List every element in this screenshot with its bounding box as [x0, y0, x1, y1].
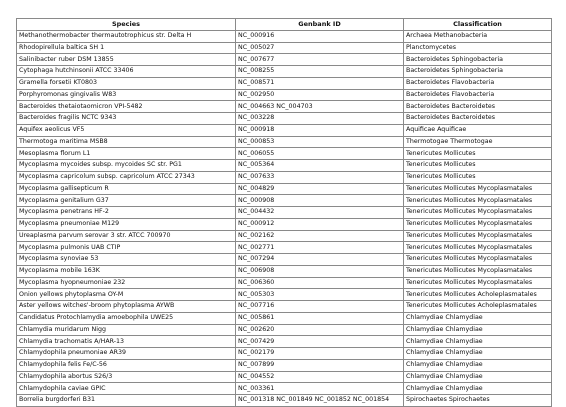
table-row: [17, 277, 552, 289]
classification-cell: Bacteroidetes Sphingobacteria: [404, 54, 552, 66]
species-cell: Mycoplasma pneumoniae M129: [17, 218, 236, 230]
species-cell: Thermotoga maritima MSB8: [17, 136, 236, 148]
classification-cell: Chlamydiae Chlamydiae: [404, 348, 552, 360]
classification-cell: Chlamydiae Chlamydiae: [404, 336, 552, 348]
genbank-id-cell: NC_008255: [236, 66, 404, 78]
table-row: [17, 230, 552, 242]
genbank-id-cell: NC_005861: [236, 312, 404, 324]
column-header-genbank-id: Genbank ID: [236, 19, 404, 31]
species-cell: Mycoplasma mobile 163K: [17, 265, 236, 277]
species-cell: Bacteroides fragilis NCTC 9343: [17, 113, 236, 125]
genbank-id-cell: NC_002179: [236, 348, 404, 360]
species-table: [16, 18, 552, 407]
classification-cell: Tenericutes Mollicutes Mycoplasmatales: [404, 265, 552, 277]
table-row: [17, 89, 552, 101]
classification-cell: Tenericutes Mollicutes Acholeplasmatales: [404, 301, 552, 313]
genbank-id-cell: NC_006908: [236, 265, 404, 277]
classification-cell: Thermotogae Thermotogae: [404, 136, 552, 148]
column-header-species: Species: [17, 19, 236, 31]
species-cell: Bacteroides thetaiotaomicron VPI-5482: [17, 101, 236, 113]
species-cell: Chlamydophila felis Fe/C-56: [17, 359, 236, 371]
column-header-classification: Classification: [404, 19, 552, 31]
classification-cell: Bacteroidetes Flavobacteria: [404, 89, 552, 101]
species-cell: Chlamydophila pneumoniae AR39: [17, 348, 236, 360]
table-row: [17, 136, 552, 148]
species-cell: Mycoplasma mycoides subsp. mycoides SC str. PG1: [17, 160, 236, 172]
species-cell: Onion yellows phytoplasma OY-M: [17, 289, 236, 301]
species-cell: Candidatus Protochlamydia amoebophila UWE25: [17, 312, 236, 324]
genbank-id-cell: NC_004829: [236, 183, 404, 195]
classification-cell: Tenericutes Mollicutes Mycoplasmatales: [404, 254, 552, 266]
classification-cell: Bacteroidetes Bacteroidetes: [404, 101, 552, 113]
classification-cell: Bacteroidetes Bacteroidetes: [404, 113, 552, 125]
species-cell: Mycoplasma capricolum subsp. capricolum ATCC 27343: [17, 171, 236, 183]
table-body: [17, 30, 552, 406]
genbank-id-cell: NC_005027: [236, 42, 404, 54]
table-row: [17, 289, 552, 301]
classification-cell: Tenericutes Mollicutes Mycoplasmatales: [404, 195, 552, 207]
classification-cell: Tenericutes Mollicutes: [404, 171, 552, 183]
species-cell: Methanothermobacter thermautotrophicus str. Delta H: [17, 30, 236, 42]
classification-cell: Tenericutes Mollicutes Mycoplasmatales: [404, 242, 552, 254]
classification-cell: Chlamydiae Chlamydiae: [404, 371, 552, 383]
species-cell: Rhodopirellula baltica SH 1: [17, 42, 236, 54]
species-cell: Chlamydia trachomatis A/HAR-13: [17, 336, 236, 348]
species-cell: Aster yellows witches'-broom phytoplasma AYWB: [17, 301, 236, 313]
genbank-id-cell: NC_002771: [236, 242, 404, 254]
genbank-id-cell: NC_004552: [236, 371, 404, 383]
genbank-id-cell: NC_008571: [236, 77, 404, 89]
classification-cell: Tenericutes Mollicutes: [404, 160, 552, 172]
table-row: [17, 160, 552, 172]
species-cell: Mycoplasma pulmonis UAB CTIP: [17, 242, 236, 254]
genbank-id-cell: NC_000912: [236, 218, 404, 230]
table-row: [17, 30, 552, 42]
genbank-id-cell: NC_000916: [236, 30, 404, 42]
table-row: [17, 395, 552, 407]
genbank-id-cell: NC_006055: [236, 148, 404, 160]
classification-cell: Aquificae Aquificae: [404, 124, 552, 136]
table-row: [17, 242, 552, 254]
species-cell: Salinibacter ruber DSM 13855: [17, 54, 236, 66]
table-row: [17, 359, 552, 371]
classification-cell: Chlamydiae Chlamydiae: [404, 359, 552, 371]
genbank-id-cell: NC_002620: [236, 324, 404, 336]
genbank-id-cell: NC_000853: [236, 136, 404, 148]
classification-cell: Bacteroidetes Flavobacteria: [404, 77, 552, 89]
classification-cell: Tenericutes Mollicutes Mycoplasmatales: [404, 277, 552, 289]
table-row: [17, 383, 552, 395]
table-row: [17, 124, 552, 136]
genbank-id-cell: NC_007429: [236, 336, 404, 348]
genbank-id-cell: NC_007677: [236, 54, 404, 66]
table-row: [17, 66, 552, 78]
species-cell: Borrelia burgdorferi B31: [17, 395, 236, 407]
genbank-id-cell: NC_007716: [236, 301, 404, 313]
table-row: [17, 195, 552, 207]
classification-cell: Chlamydiae Chlamydiae: [404, 383, 552, 395]
table-row: [17, 301, 552, 313]
genbank-id-cell: NC_005303: [236, 289, 404, 301]
classification-cell: Bacteroidetes Sphingobacteria: [404, 66, 552, 78]
table-row: [17, 207, 552, 219]
species-table-container: [16, 18, 552, 407]
table-row: [17, 254, 552, 266]
table-row: [17, 183, 552, 195]
genbank-id-cell: NC_004432: [236, 207, 404, 219]
classification-cell: Tenericutes Mollicutes Mycoplasmatales: [404, 183, 552, 195]
classification-cell: Archaea Methanobacteria: [404, 30, 552, 42]
table-row: [17, 148, 552, 160]
genbank-id-cell: NC_002950: [236, 89, 404, 101]
table-row: [17, 171, 552, 183]
classification-cell: Tenericutes Mollicutes Mycoplasmatales: [404, 218, 552, 230]
genbank-id-cell: NC_002162: [236, 230, 404, 242]
table-row: [17, 218, 552, 230]
species-cell: Mycoplasma penetrans HF-2: [17, 207, 236, 219]
classification-cell: Tenericutes Mollicutes Acholeplasmatales: [404, 289, 552, 301]
genbank-id-cell: NC_003228: [236, 113, 404, 125]
genbank-id-cell: NC_006360: [236, 277, 404, 289]
classification-cell: Tenericutes Mollicutes: [404, 148, 552, 160]
table-row: [17, 101, 552, 113]
classification-cell: Chlamydiae Chlamydiae: [404, 312, 552, 324]
table-header: [17, 19, 552, 31]
table-row: [17, 42, 552, 54]
species-cell: Mycoplasma gallisepticum R: [17, 183, 236, 195]
header-row: [17, 19, 552, 31]
species-cell: Porphyromonas gingivalis W83: [17, 89, 236, 101]
classification-cell: Planctomycetes: [404, 42, 552, 54]
species-cell: Gramella forsetii KT0803: [17, 77, 236, 89]
species-cell: Ureaplasma parvum serovar 3 str. ATCC 700970: [17, 230, 236, 242]
species-cell: Mesoplasma florum L1: [17, 148, 236, 160]
species-cell: Mycoplasma genitalium G37: [17, 195, 236, 207]
genbank-id-cell: NC_000908: [236, 195, 404, 207]
table-row: [17, 324, 552, 336]
species-cell: Aquifex aeolicus VF5: [17, 124, 236, 136]
genbank-id-cell: NC_005364: [236, 160, 404, 172]
species-cell: Mycoplasma hyopneumoniae 232: [17, 277, 236, 289]
species-cell: Chlamydophila abortus S26/3: [17, 371, 236, 383]
genbank-id-cell: NC_007633: [236, 171, 404, 183]
table-row: [17, 312, 552, 324]
table-row: [17, 77, 552, 89]
table-row: [17, 265, 552, 277]
table-row: [17, 336, 552, 348]
table-row: [17, 348, 552, 360]
classification-cell: Spirochaetes Spirochaetes: [404, 395, 552, 407]
genbank-id-cell: NC_004663 NC_004703: [236, 101, 404, 113]
genbank-id-cell: NC_001318 NC_001849 NC_001852 NC_001854: [236, 395, 404, 407]
table-row: [17, 113, 552, 125]
classification-cell: Tenericutes Mollicutes Mycoplasmatales: [404, 230, 552, 242]
genbank-id-cell: NC_007294: [236, 254, 404, 266]
classification-cell: Tenericutes Mollicutes Mycoplasmatales: [404, 207, 552, 219]
classification-cell: Chlamydiae Chlamydiae: [404, 324, 552, 336]
genbank-id-cell: NC_007899: [236, 359, 404, 371]
species-cell: Chlamydophila caviae GPIC: [17, 383, 236, 395]
table-row: [17, 371, 552, 383]
genbank-id-cell: NC_000918: [236, 124, 404, 136]
genbank-id-cell: NC_003361: [236, 383, 404, 395]
table-row: [17, 54, 552, 66]
species-cell: Cytophaga hutchinsonii ATCC 33406: [17, 66, 236, 78]
species-cell: Chlamydia muridarum Nigg: [17, 324, 236, 336]
species-cell: Mycoplasma synoviae 53: [17, 254, 236, 266]
